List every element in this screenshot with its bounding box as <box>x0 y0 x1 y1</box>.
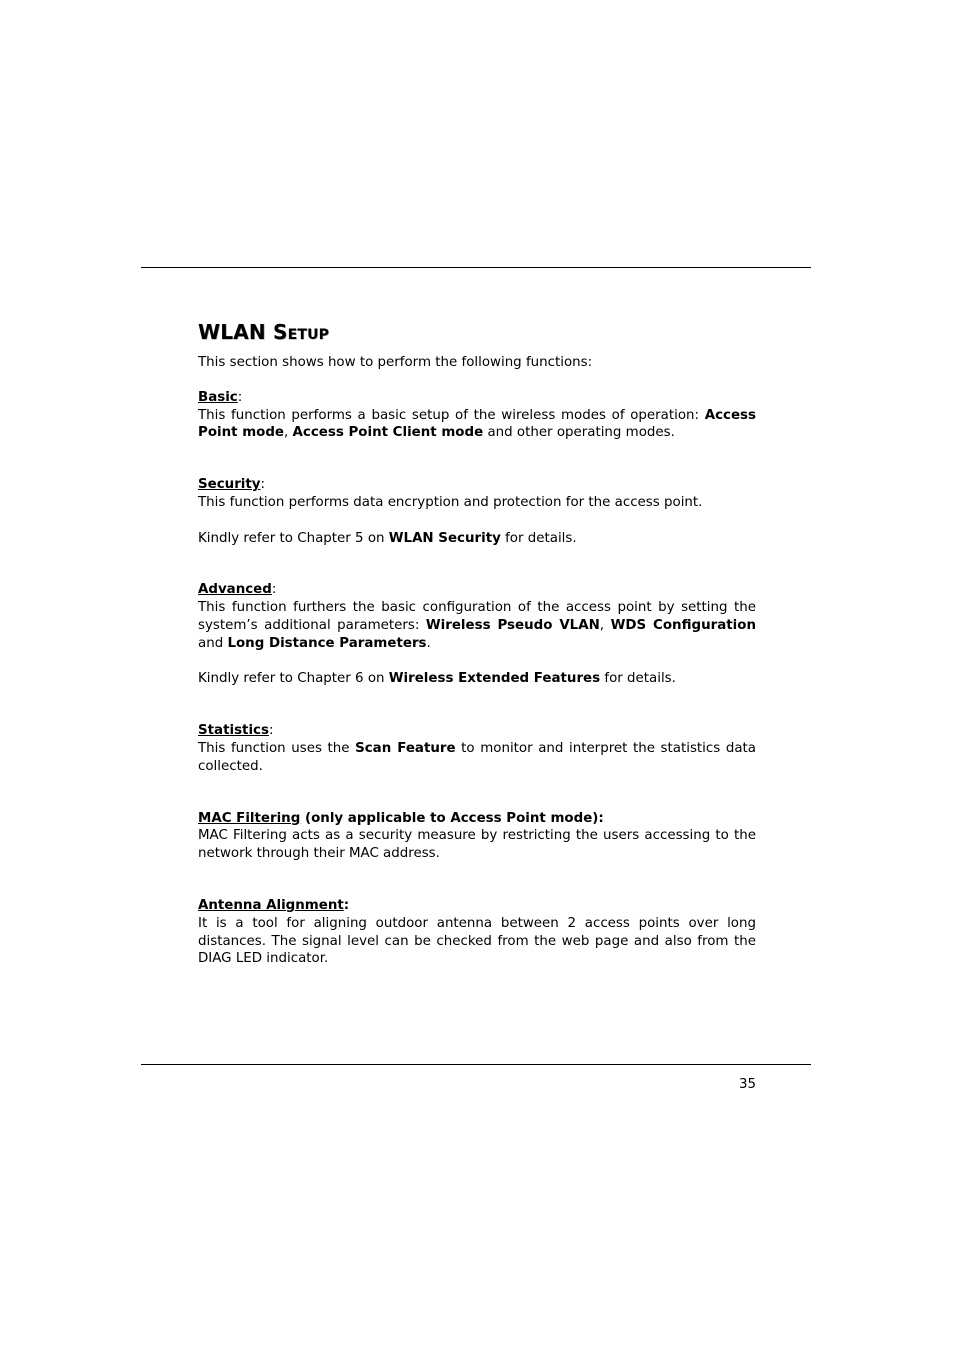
basic-heading: Basic <box>198 389 238 405</box>
header-rule <box>141 267 811 268</box>
security-description: This function performs data encryption and protection for the access point. <box>198 494 703 510</box>
mac-filtering-heading-suffix: (only applicable to Access Point mode): <box>300 810 604 826</box>
advanced-description: This function furthers the basic configuration of the access point by setting the system’s additional parameters: Wireless Pseudo VLAN, WDS Configuration and Long Distance Parameters. <box>198 600 756 651</box>
section-advanced <box>198 581 756 688</box>
page-title: WLAN Setup <box>198 320 330 344</box>
mac-filtering-description: MAC Filtering acts as a security measure by restricting the users accessing to the network through their MAC address. <box>198 828 756 862</box>
antenna-heading: Antenna Alignment <box>198 897 344 913</box>
section-heading: Basic: <box>198 389 243 405</box>
antenna-description: It is a tool for aligning outdoor antenna between 2 access points over long distances. The signal level can be checked from the web page and also from the DIAG LED indicator. <box>198 915 756 967</box>
mac-filtering-heading: MAC Filtering <box>198 810 301 826</box>
section-heading <box>198 897 756 915</box>
section-mac-filtering <box>198 810 756 863</box>
section-heading: Statistics: <box>198 723 274 739</box>
section-statistics <box>198 722 756 775</box>
advanced-reference: Kindly refer to Chapter 6 on Wireless Extended Features for details. <box>198 671 676 687</box>
page-number: 35 <box>738 1077 756 1092</box>
security-heading: Security <box>198 477 261 493</box>
antenna-heading-suffix: : <box>343 897 350 913</box>
statistics-heading: Statistics <box>198 723 269 739</box>
section-security <box>198 476 756 547</box>
section-heading: Advanced: <box>198 582 277 598</box>
section-heading: Security: <box>198 477 266 493</box>
footer-rule <box>141 1064 811 1065</box>
security-reference: Kindly refer to Chapter 5 on WLAN Security for details. <box>198 530 577 546</box>
statistics-description: This function uses the Scan Feature to monitor and interpret the statistics data collected. <box>198 740 756 774</box>
page-content <box>198 316 756 1002</box>
intro-text: This section shows how to perform the following functions: <box>198 355 593 370</box>
advanced-heading: Advanced <box>198 582 272 598</box>
section-heading <box>198 810 756 828</box>
section-basic <box>198 389 756 442</box>
basic-description: This function performs a basic setup of the wireless modes of operation: Access Point mode, Access Point Client mode and other operating modes. <box>198 407 756 441</box>
section-antenna-alignment <box>198 897 756 968</box>
